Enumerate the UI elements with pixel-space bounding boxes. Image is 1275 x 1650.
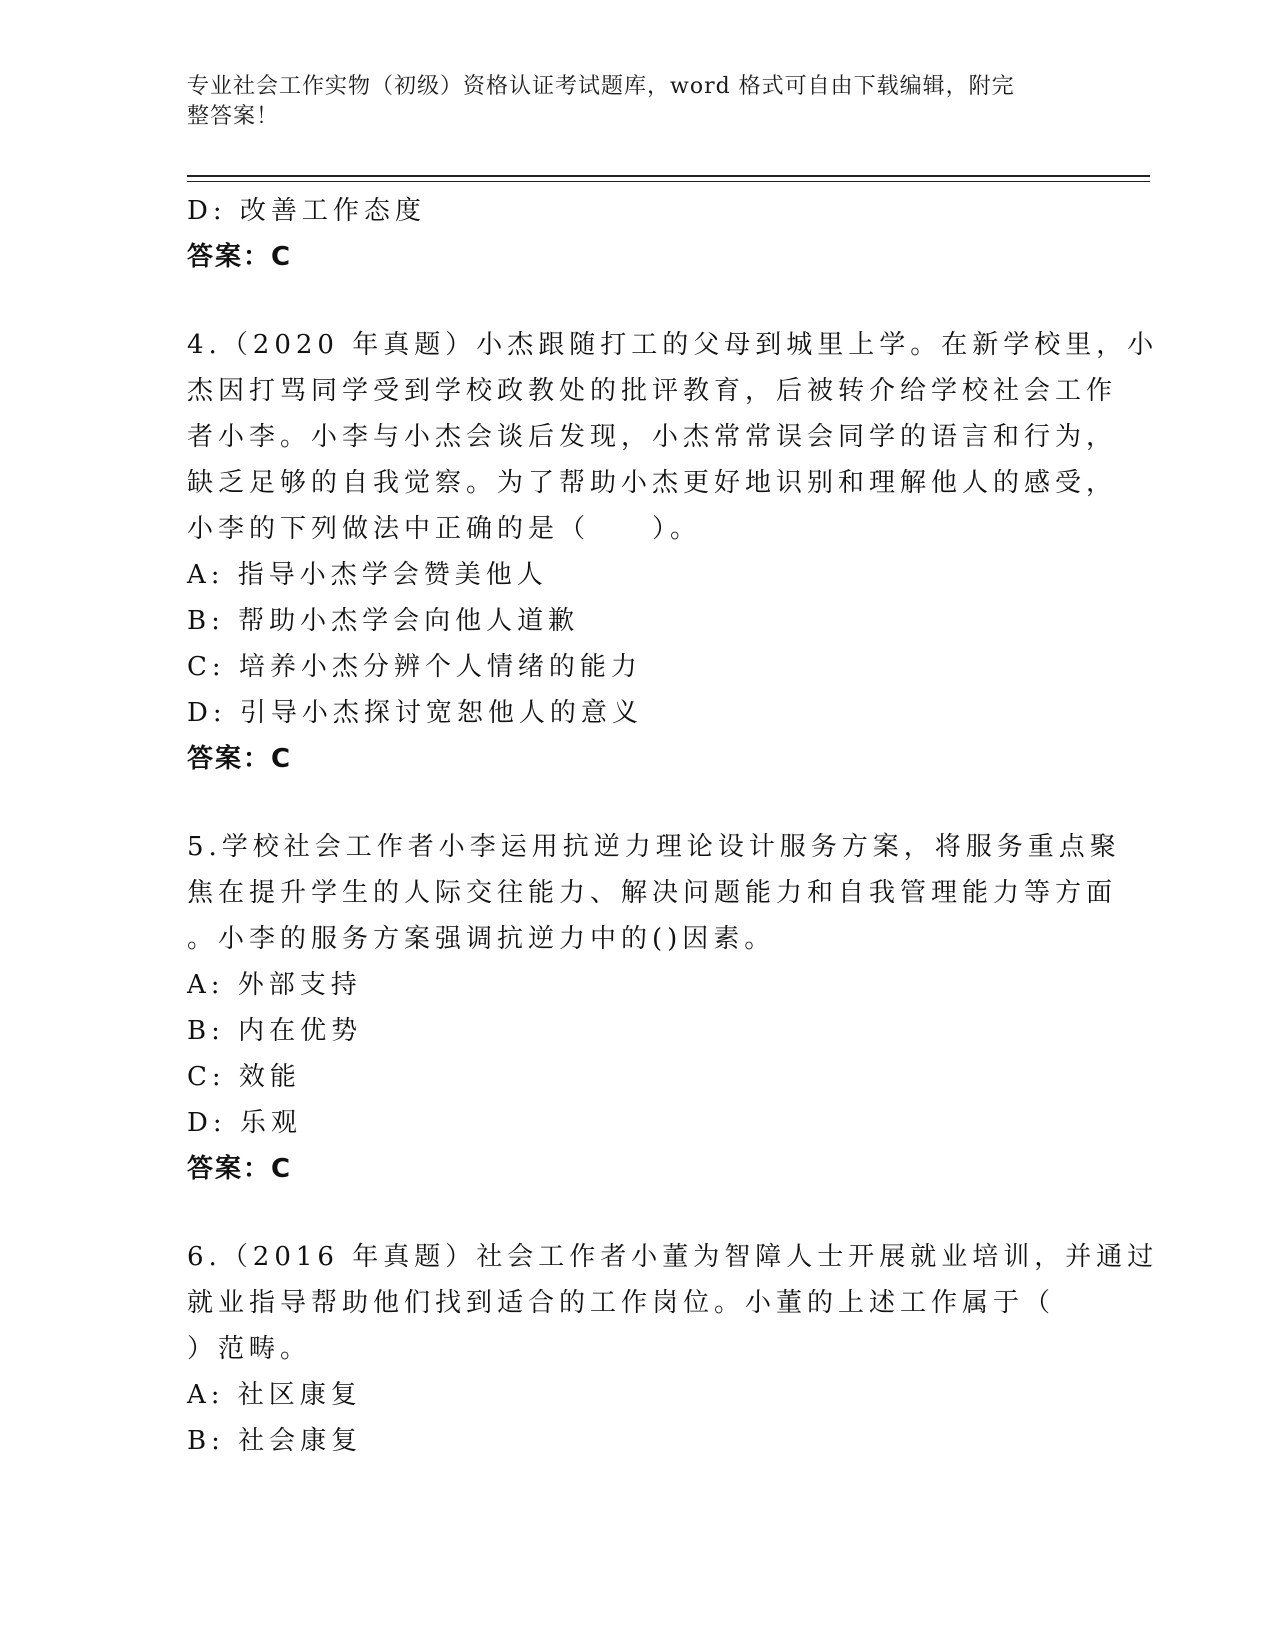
q3-option-d: D: 改善工作态度 <box>187 196 426 226</box>
q4-stem-line: 4.（2020 年真题）小杰跟随打工的父母到城里上学。在新学校里，小 <box>187 330 1159 360</box>
q6-stem-line: ）范畴。 <box>187 1334 312 1364</box>
question-6 <box>187 1234 1159 1464</box>
header-divider-thick <box>187 175 1150 177</box>
question-3-tail <box>187 188 1067 280</box>
q3-answer: 答案：C <box>187 242 293 272</box>
question-content <box>187 188 1159 1464</box>
header-divider-thin <box>187 181 1150 182</box>
q5-option-b: B: 内在优势 <box>187 1016 363 1046</box>
q4-stem-line: 缺乏足够的自我觉察。为了帮助小杰更好地识别和理解他人的感受， <box>187 468 1118 498</box>
q4-option-d: D: 引导小杰探讨宽恕他人的意义 <box>187 698 643 728</box>
q5-stem-line: 5.学校社会工作者小李运用抗逆力理论设计服务方案，将服务重点聚 <box>187 832 1121 862</box>
q4-stem-line: 杰因打骂同学受到学校政教处的批评教育，后被转介给学校社会工作 <box>187 376 1118 406</box>
page-header <box>187 72 1067 132</box>
header-line-2: 整答案！ <box>187 104 280 129</box>
q4-option-a: A: 指导小杰学会赞美他人 <box>187 560 548 590</box>
q4-stem-line: 小李的下列做法中正确的是（ ）。 <box>187 514 702 544</box>
q5-answer: 答案：C <box>187 1154 293 1184</box>
q6-option-b: B: 社会康复 <box>187 1426 363 1456</box>
q4-option-b: B: 帮助小杰学会向他人道歉 <box>187 606 580 636</box>
q6-stem-line: 6.（2016 年真题）社会工作者小董为智障人士开展就业培训，并通过 <box>187 1242 1159 1272</box>
q4-answer: 答案：C <box>187 744 293 774</box>
q5-option-c: C: 效能 <box>187 1062 301 1092</box>
question-5 <box>187 824 1121 1192</box>
q6-option-a: A: 社区康复 <box>187 1380 362 1410</box>
question-4 <box>187 322 1159 782</box>
q5-option-d: D: 乐观 <box>187 1108 302 1138</box>
q6-stem-line: 就业指导帮助他们找到适合的工作岗位。小董的上述工作属于（ <box>187 1288 1056 1318</box>
header-line-1: 专业社会工作实物（初级）资格认证考试题库，word 格式可自由下载编辑，附完 <box>187 74 1015 99</box>
q5-stem-line: 。小李的服务方案强调抗逆力中的()因素。 <box>187 924 776 954</box>
q5-option-a: A: 外部支持 <box>187 970 362 1000</box>
q5-stem-line: 焦在提升学生的人际交往能力、解决问题能力和自我管理能力等方面 <box>187 878 1118 908</box>
q4-option-c: C: 培养小杰分辨个人情绪的能力 <box>187 652 642 682</box>
q4-stem-line: 者小李。小李与小杰会谈后发现，小杰常常误会同学的语言和行为， <box>187 422 1118 452</box>
